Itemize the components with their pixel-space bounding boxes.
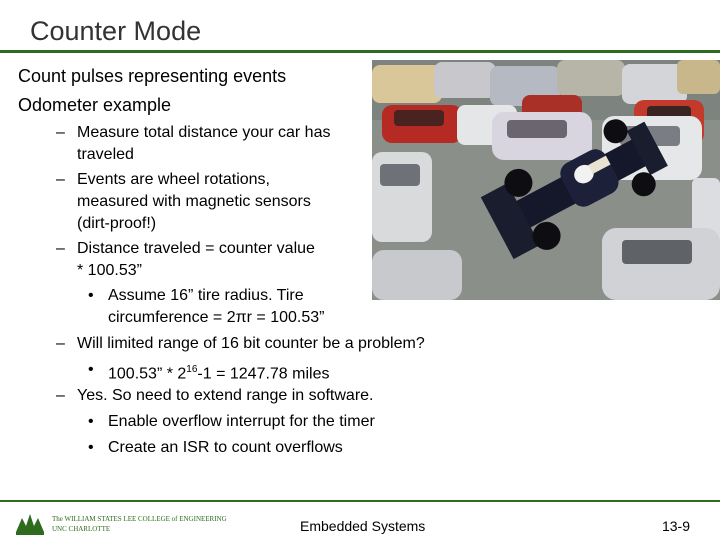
dash-marker: –	[56, 387, 65, 404]
dash-marker: –	[56, 124, 65, 141]
dash-marker: –	[56, 240, 65, 257]
bullet-dot: •	[88, 439, 94, 456]
tertiary-bullet-text: 100.53” * $2^{16}-1 = 1247.78$ miles	[108, 364, 330, 383]
photo-illustration	[372, 60, 720, 300]
bullet-odometer: Odometer example	[18, 95, 172, 115]
tertiary-bullet-text: Assume 16” tire radius. Tire circumference = 2πr = 100.53”	[108, 287, 325, 326]
pi-symbol: π	[235, 309, 247, 326]
dash-marker: –	[56, 335, 65, 352]
sub-bullet-wheel-rotations	[56, 169, 356, 235]
tertiary-bullet-tire-radius	[88, 285, 368, 329]
tertiary-bullet-overflow-interrupt	[88, 411, 428, 433]
sub-bullet-text: Yes. So need to extend range in software.	[77, 387, 374, 404]
logo-college-text: The WILLIAM STATES LEE COLLEGE of ENGINEERING	[52, 515, 227, 523]
sub-bullet-extend-range	[56, 385, 436, 407]
tertiary-bullet-isr	[88, 437, 428, 459]
sub-bullet-16bit-range	[56, 333, 476, 355]
dash-marker: –	[56, 171, 65, 188]
tertiary-bullet-text: Enable overflow interrupt for the timer	[108, 413, 375, 430]
bullet-dot: •	[88, 361, 94, 378]
unc-charlotte-logo	[12, 510, 272, 536]
tertiary-bullet-text: Create an ISR to count overflows	[108, 439, 343, 456]
sub-bullet-measure-distance	[56, 122, 356, 166]
footer-course-name: Embedded Systems	[300, 518, 426, 534]
page-number: 13-9	[661, 518, 690, 534]
bullet-count-pulses: Count pulses representing events	[18, 66, 287, 86]
sub-bullet-text: Measure total distance your car has traveled	[77, 124, 331, 163]
logo-unc-text: UNC CHARLOTTE	[52, 525, 111, 533]
sub-bullet-distance-formula	[56, 238, 356, 282]
bullet-dot: •	[88, 287, 94, 304]
sub-bullet-text: Distance traveled = counter value * 100.53”	[77, 240, 315, 279]
bullet-dot: •	[88, 413, 94, 430]
sub-bullet-text: Will limited range of 16 bit counter be a problem?	[77, 335, 425, 352]
slide-title: Counter Mode	[30, 16, 202, 46]
exponent: 16	[186, 364, 198, 375]
tertiary-bullet-miles	[88, 359, 388, 381]
crown-logo-icon	[12, 510, 272, 536]
traffic-race-car-photo	[372, 60, 720, 300]
sub-bullet-text: Events are wheel rotations, measured with magnetic sensors (dirt-proof!)	[77, 171, 311, 232]
title-divider	[0, 50, 720, 53]
footer-divider	[0, 500, 720, 502]
